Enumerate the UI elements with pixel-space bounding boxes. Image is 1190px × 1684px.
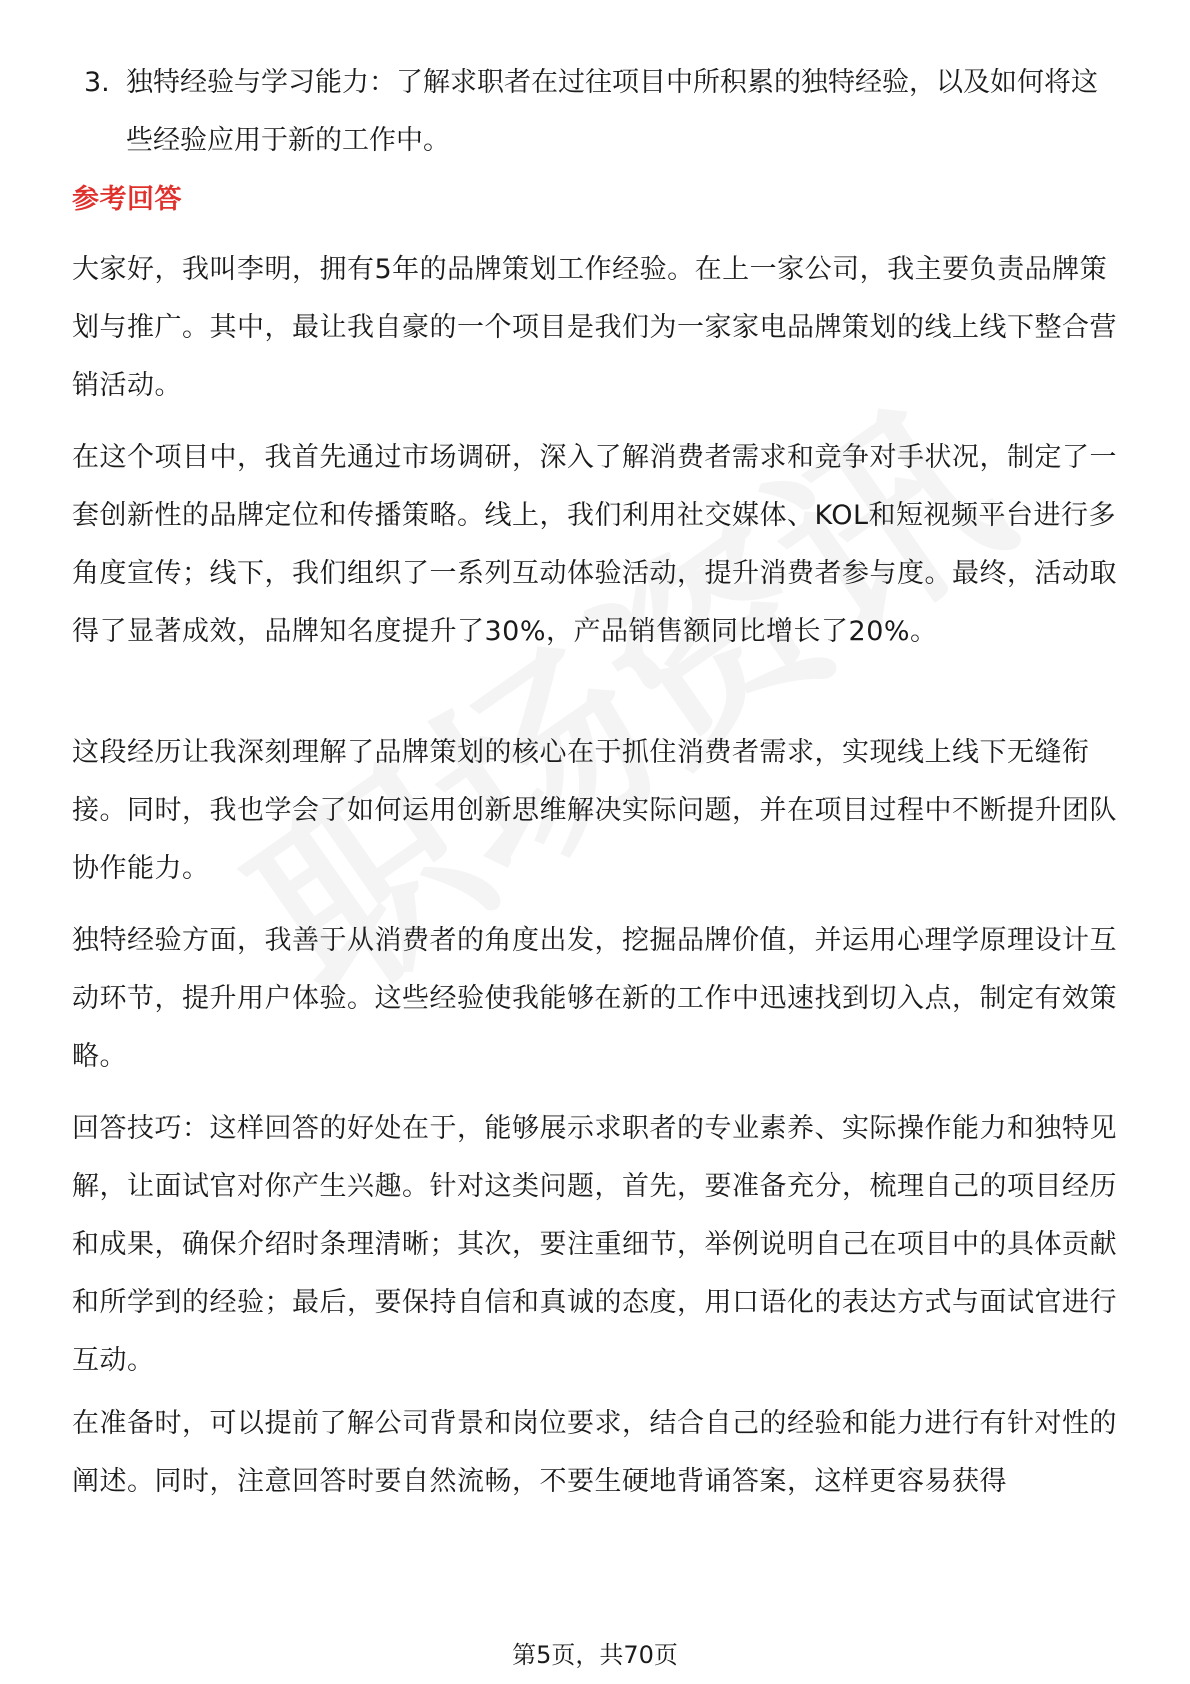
list-number: 3.	[84, 67, 110, 98]
paragraph-answer-tips: 回答技巧：这样回答的好处在于，能够展示求职者的专业素养、实际操作能力和独特见解，让面试官对你产生兴趣。针对这类问题，首先，要准备充分，梳理自己的项目经历和成果，确保介绍时条理清晰；其次，要注重细节，举例说明自己在项目中的具体贡献和所学到的经验；最后，要保持自信和真诚的态度，用口语化的表达方式与面试官进行互动。	[72, 1113, 1117, 1376]
page-number: 第5页，共70页	[512, 1641, 678, 1669]
paragraph-insight: 这段经历让我深刻理解了品牌策划的核心在于抓住消费者需求，实现线上线下无缝衔接。同时，我也学会了如何运用创新思维解决实际问题，并在项目过程中不断提升团队协作能力。	[72, 737, 1117, 884]
list-item-text: 独特经验与学习能力：了解求职者在过往项目中所积累的独特经验，以及如何将这些经验应用于新的工作中。	[126, 67, 1098, 156]
section-heading: 参考回答	[72, 184, 182, 215]
paragraph-intro: 大家好，我叫李明，拥有5年的品牌策划工作经验。在上一家公司，我主要负责品牌策划与推广。其中，最让我自豪的一个项目是我们为一家家电品牌策划的线上线下整合营销活动。	[72, 254, 1117, 401]
paragraph-unique-experience: 独特经验方面，我善于从消费者的角度出发，挖掘品牌价值，并运用心理学原理设计互动环节，提升用户体验。这些经验使我能够在新的工作中迅速找到切入点，制定有效策略。	[72, 925, 1117, 1072]
paragraph-preparation: 在准备时，可以提前了解公司背景和岗位要求，结合自己的经验和能力进行有针对性的阐述。同时，注意回答时要自然流畅，不要生硬地背诵答案，这样更容易获得	[72, 1408, 1117, 1497]
paragraph-project: 在这个项目中，我首先通过市场调研，深入了解消费者需求和竞争对手状况，制定了一套创新性的品牌定位和传播策略。线上，我们利用社交媒体、KOL和短视频平台进行多角度宣传；线下，我们组织了一系列互动体验活动，提升消费者参与度。最终，活动取得了显著成效，品牌知名度提升了30%，产品销售额同比增长了20%。	[72, 442, 1117, 647]
list-item-3	[84, 54, 1124, 170]
